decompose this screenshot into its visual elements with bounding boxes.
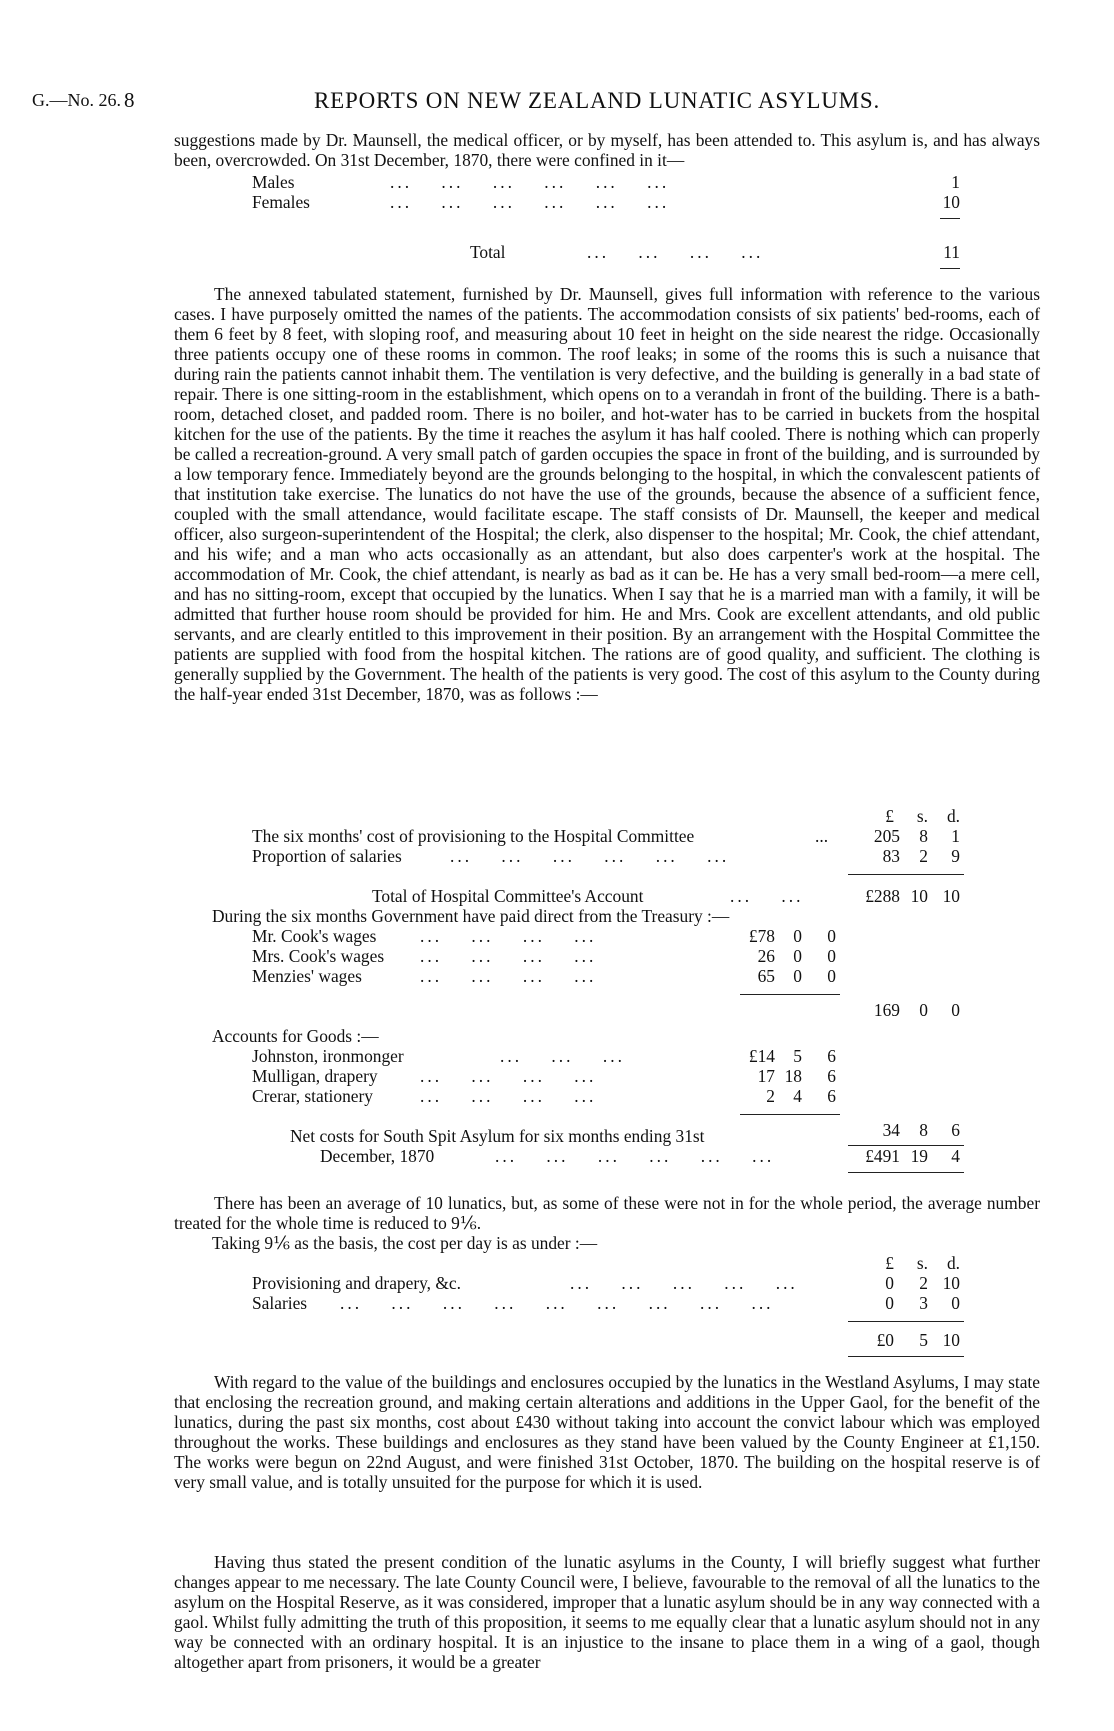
goods-pounds: 2 [766, 1086, 775, 1106]
final-paragraph: Having thus stated the present condition of the lunatic asylums in the County, I will briefly suggest what further changes appear to me necessary. The late County Council were, I believe, favourable to the removal of all the lunatics to the asylum on the Hospital Reserve, as it was considered, improper that a lunatic asylum should be in any way connected with a gaol. Whilst fully admitting the truth of this proposition, it seems to me equally clear that a lunatic asylum should not in any way be connected with an ordinary hospital. It is an injustice to the insane to place them in a wing of a gaol, though altogether apart from prisoners, it would be a greater [174, 1552, 1040, 1672]
daily-item-shillings: 3 [919, 1293, 928, 1313]
leader-dots: ... ... ... ... ... [570, 1273, 798, 1293]
sum-rule [940, 268, 960, 269]
hospital-total-pence: 10 [942, 886, 960, 906]
goods-pounds: 17 [757, 1066, 775, 1086]
hospital-total-pounds: £288 [865, 886, 900, 906]
daily-total-pounds: £0 [876, 1330, 894, 1350]
goods-total-shillings: 8 [919, 1120, 928, 1140]
goods-pounds: £14 [748, 1046, 775, 1066]
sum-rule [740, 1114, 840, 1115]
leader-dots: ... ... ... ... [420, 926, 597, 946]
census-total-label: Total [470, 242, 506, 262]
wages-total-shillings: 0 [919, 1000, 928, 1020]
intro-paragraph: suggestions made by Dr. Maunsell, the medical officer, or by myself, has been attended to. This asylum is, and has always been, overcrowded. On 31st December, 1870, there were confined in it— [174, 130, 1040, 170]
daily-item-pence: 10 [942, 1273, 960, 1293]
net-cost-label: Net costs for South Spit Asylum for six months ending 31st [290, 1126, 705, 1146]
wages-total-pence: 0 [951, 1000, 960, 1020]
wage-pounds: 65 [757, 966, 775, 986]
leader-dots: ... [815, 826, 829, 846]
sum-rule [848, 874, 964, 875]
daily-total-pence: 10 [942, 1330, 960, 1350]
wage-shillings: 0 [793, 946, 802, 966]
wage-pounds: 26 [757, 946, 775, 966]
leader-dots: ... ... ... ... [420, 946, 597, 966]
pence-heading: d. [946, 806, 960, 826]
leader-dots: ... ... [730, 886, 804, 906]
shillings-heading: s. [916, 806, 928, 826]
hospital-item-pounds: 205 [873, 826, 900, 846]
daily-item-label: Provisioning and drapery, &c. [252, 1273, 461, 1293]
wage-label: Mr. Cook's wages [252, 926, 377, 946]
daily-total-shillings: 5 [919, 1330, 928, 1350]
basis-line: Taking 9⅙ as the basis, the cost per day is as under :— [212, 1233, 598, 1253]
daily-item-label: Salaries [252, 1293, 308, 1313]
daily-item-pounds: 0 [885, 1293, 894, 1313]
sum-rule [848, 1356, 964, 1357]
westland-paragraph: With regard to the value of the buildings and enclosures occupied by the lunatics in the Westland Asylums, I may state that enclosing the recreation ground, and making certain alterations and additions in the Upper Gaol, for the benefit of the lunatics, during the past six months, cost about £430 without taking into account the convict labour which was employed throughout the works. These buildings and enclosures as they stand have been valued by the County Engineer at £1,150. The works were begun on 22nd August, and were finished 31st October, 1870. The building on the hospital reserve is of very small value, and is totally unsuited for the purpose for which it is used. [174, 1372, 1040, 1492]
wage-shillings: 0 [793, 926, 802, 946]
goods-shillings: 5 [793, 1046, 802, 1066]
goods-shillings: 4 [793, 1086, 802, 1106]
leader-dots: ... ... ... ... [587, 242, 764, 262]
wage-shillings: 0 [793, 966, 802, 986]
page-header [32, 88, 1072, 118]
wage-pence: 0 [827, 926, 836, 946]
treasury-heading: During the six months Government have paid direct from the Treasury :— [212, 906, 730, 926]
leader-dots: ... ... ... ... ... ... [390, 192, 670, 212]
wage-label: Menzies' wages [252, 966, 362, 986]
goods-total-pence: 6 [951, 1120, 960, 1140]
leader-dots: ... ... ... ... [420, 1086, 597, 1106]
pounds-heading: £ [885, 1253, 894, 1273]
census-total-value: 11 [943, 242, 960, 262]
goods-label: Johnston, ironmonger [252, 1046, 404, 1066]
daily-item-shillings: 2 [919, 1273, 928, 1293]
average-paragraph: There has been an average of 10 lunatics, but, as some of these were not in for the whole period, the average number treated for the whole time is reduced to 9⅙. [174, 1193, 1040, 1233]
census-females-label: Females [252, 192, 310, 212]
hospital-item-pence: 9 [951, 846, 960, 866]
sum-rule [848, 1321, 964, 1322]
goods-shillings: 18 [784, 1066, 802, 1086]
goods-label: Mulligan, drapery [252, 1066, 378, 1086]
shillings-heading: s. [916, 1253, 928, 1273]
wage-label: Mrs. Cook's wages [252, 946, 385, 966]
wage-pounds: £78 [748, 926, 775, 946]
hospital-item-pence: 1 [951, 826, 960, 846]
goods-label: Crerar, stationery [252, 1086, 373, 1106]
net-total-pounds: £491 [865, 1146, 900, 1166]
wage-pence: 0 [827, 966, 836, 986]
sum-rule [940, 218, 960, 219]
hospital-item-shillings: 8 [919, 826, 928, 846]
hospital-item-label: Proportion of salaries [252, 846, 402, 866]
goods-pence: 6 [827, 1086, 836, 1106]
hospital-item-label: The six months' cost of provisioning to the Hospital Committee [252, 826, 695, 846]
hospital-total-shillings: 10 [910, 886, 928, 906]
wages-total-pounds: 169 [873, 1000, 900, 1020]
leader-dots: ... ... ... ... [420, 966, 597, 986]
goods-pence: 6 [827, 1046, 836, 1066]
net-total-shillings: 19 [910, 1146, 928, 1166]
hospital-item-pounds: 83 [882, 846, 900, 866]
census-males-value: 1 [951, 172, 960, 192]
page-number: 8 [124, 88, 135, 112]
pence-heading: d. [946, 1253, 960, 1273]
leader-dots: ... ... ... ... ... ... ... ... ... [340, 1293, 774, 1313]
pounds-heading: £ [885, 806, 894, 826]
leader-dots: ... ... ... ... ... ... [495, 1146, 775, 1166]
net-total-pence: 4 [951, 1146, 960, 1166]
page-title: REPORTS ON NEW ZEALAND LUNATIC ASYLUMS. [314, 88, 881, 113]
wage-pence: 0 [827, 946, 836, 966]
daily-item-pounds: 0 [885, 1273, 894, 1293]
census-females-value: 10 [942, 192, 960, 212]
sum-rule [848, 1172, 964, 1173]
goods-pence: 6 [827, 1066, 836, 1086]
leader-dots: ... ... ... ... ... ... [390, 172, 670, 192]
census-males-label: Males [252, 172, 295, 192]
goods-heading: Accounts for Goods :— [212, 1026, 379, 1046]
leader-dots: ... ... ... ... ... ... [450, 846, 730, 866]
hospital-item-shillings: 2 [919, 846, 928, 866]
hospital-total-label: Total of Hospital Committee's Account [372, 886, 644, 906]
main-paragraph: The annexed tabulated statement, furnished by Dr. Maunsell, gives full information with reference to the various cases. I have purposely omitted the names of the patients. The accommodation consists of six patients' bed-rooms, each of them 6 feet by 8 feet, with sloping roof, and measuring about 10 feet in height on the side nearest the ridge. Occasionally three patients occupy one of these rooms in common. The roof leaks; in some of the rooms this is such a nuisance that during rain the patients cannot inhabit them. The ventilation is very defective, and the building is generally in a bad state of repair. There is one sitting-room in the establishment, which opens on to a verandah in front of the building. There is a bath-room, detached closet, and padded room. There is no boiler, and hot-water has to be carried in buckets from the hospital kitchen for the use of the patients. By the time it reaches the asylum it has half cooled. There is nothing which can properly be called a recreation-ground. A very small patch of garden occupies the space in front of the building, and is surrounded by a low temporary fence. Immediately beyond are the grounds belonging to the hospital, in which the convalescent patients of that institution take exercise. The lunatics do not have the use of the grounds, because the absence of a sufficient fence, coupled with the small attendance, would facilitate escape. The staff consists of Dr. Maunsell, the keeper and medical officer, also surgeon-superintendent of the Hospital; the clerk, also dispenser to the hospital; Mr. Cook, the chief attendant, and his wife; and a man who acts occasionally as an attendant, but also does carpenter's work at the hospital. The accommodation of Mr. Cook, the chief attendant, is nearly as bad as it can be. He has a very small bed-room—a mere cell, and has no sitting-room, except that occupied by the lunatics. When I say that he is a married man with a family, it will be admitted that further house room should be provided for him. He and Mrs. Cook are excellent attendants, and old public servants, and are clearly entitled to this improvement in their position. By an arrangement with the Hospital Committee the patients are supplied with food from the hospital kitchen. The rations are of good quality, and sufficient. The clothing is generally supplied by the Government. The health of the patients is very good. The cost of this asylum to the County during the half-year ended 31st December, 1870, was as follows :— [174, 284, 1040, 704]
document-reference: G.—No. 26. [32, 90, 121, 110]
net-cost-label-2: December, 1870 [320, 1146, 435, 1166]
goods-total-pounds: 34 [882, 1120, 900, 1140]
sum-rule [740, 994, 840, 995]
leader-dots: ... ... ... [500, 1046, 625, 1066]
leader-dots: ... ... ... ... [420, 1066, 597, 1086]
daily-item-pence: 0 [951, 1293, 960, 1313]
